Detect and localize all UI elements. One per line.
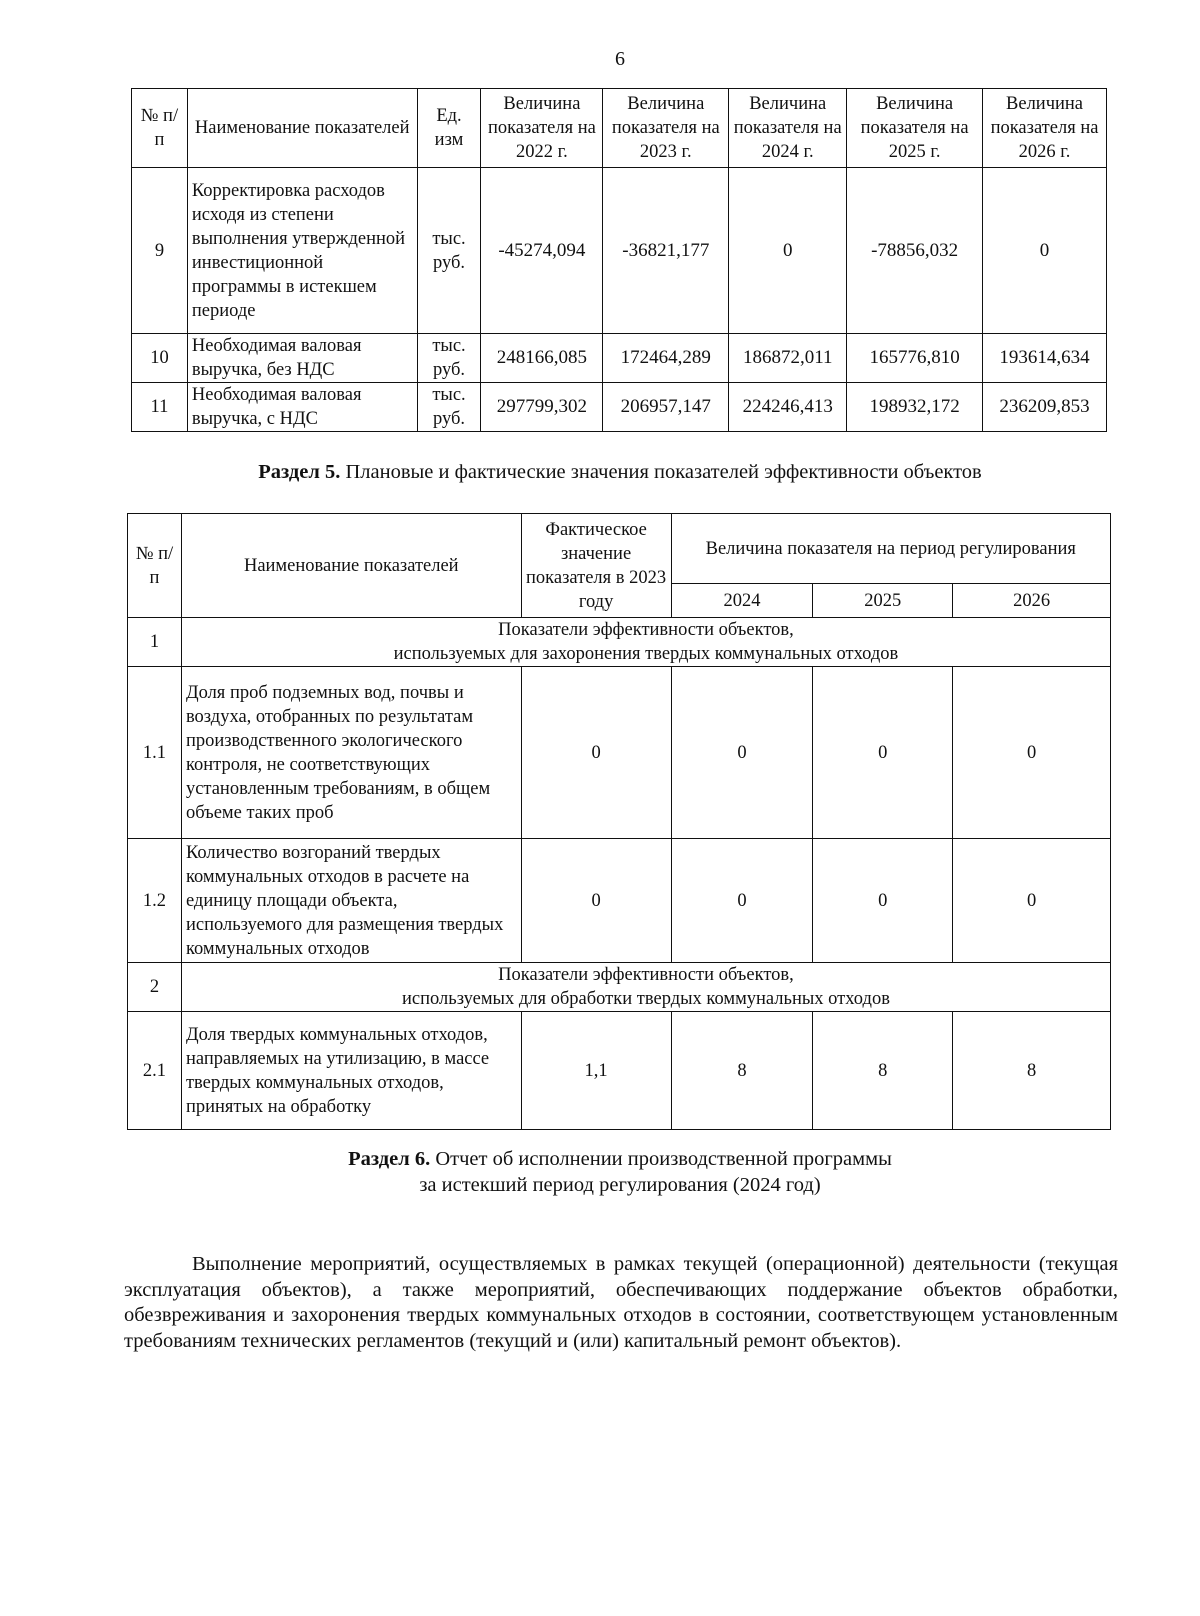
value-2024: 186872,011	[729, 334, 847, 383]
group-num: 2	[128, 963, 182, 1012]
row-num: 1.1	[128, 667, 182, 839]
row-name: Корректировка расходов исходя из степени выполнения утвержденной инвестиционной программы в истекшем периоде	[187, 168, 417, 334]
financial-indicators-table	[131, 88, 1107, 432]
value-2026: 0	[953, 839, 1111, 963]
header-2022: Величина показателя на 2022 г.	[481, 89, 603, 168]
value-2023: -36821,177	[603, 168, 729, 334]
group-row	[128, 963, 1111, 1012]
table-row	[132, 168, 1107, 334]
group-title-line: Показатели эффективности объектов,	[498, 620, 794, 640]
value-2025: 0	[813, 839, 953, 963]
section6-title-line2: за истекший период регулирования (2024 год)	[419, 1174, 821, 1196]
group-title	[181, 618, 1110, 667]
header-2026: Величина показателя на 2026 г.	[983, 89, 1107, 168]
value-2024: 224246,413	[729, 383, 847, 432]
header-num: № п/п	[132, 89, 188, 168]
value-2024: 0	[671, 667, 813, 839]
row-name: Количество возгораний твердых коммунальных отходов в расчете на единицу площади объекта, используемого для размещения твердых коммунальных отходов	[181, 839, 521, 963]
header-2024: 2024	[671, 584, 813, 618]
section5-title: Плановые и фактические значения показателей эффективности объектов	[345, 461, 982, 483]
header-name: Наименование показателей	[181, 514, 521, 618]
value-fact: 0	[521, 839, 671, 963]
value-2022: 297799,302	[481, 383, 603, 432]
row-name: Доля твердых коммунальных отходов, направляемых на утилизацию, в массе твердых коммунальных отходов, принятых на обработку	[181, 1012, 521, 1130]
group-title-line: используемых для захоронения твердых коммунальных отходов	[393, 644, 899, 664]
table-row	[128, 667, 1111, 839]
value-2022: 248166,085	[481, 334, 603, 383]
header-2026: 2026	[953, 584, 1111, 618]
value-2026: 0	[983, 168, 1107, 334]
table-header-row	[132, 89, 1107, 168]
header-2024: Величина показателя на 2024 г.	[729, 89, 847, 168]
value-2026: 236209,853	[983, 383, 1107, 432]
row-name: Необходимая валовая выручка, с НДС	[187, 383, 417, 432]
value-2025: 0	[813, 667, 953, 839]
value-2026: 8	[953, 1012, 1111, 1130]
section5-label: Раздел 5.	[258, 461, 341, 483]
section6-line1	[0, 1146, 1200, 1172]
header-period: Величина показателя на период регулирования	[671, 514, 1110, 584]
table-row	[128, 839, 1111, 963]
value-2025: -78856,032	[847, 168, 983, 334]
row-name: Необходимая валовая выручка, без НДС	[187, 334, 417, 383]
row-unit: тыс. руб.	[417, 383, 481, 432]
page-number: 6	[615, 48, 625, 70]
value-fact: 1,1	[521, 1012, 671, 1130]
value-2025: 165776,810	[847, 334, 983, 383]
section6-title-line1: Отчет об исполнении производственной программы	[435, 1148, 892, 1170]
header-2025: Величина показателя на 2025 г.	[847, 89, 983, 168]
group-num: 1	[128, 618, 182, 667]
table-row	[132, 334, 1107, 383]
value-2024: 8	[671, 1012, 813, 1130]
value-2026: 0	[953, 667, 1111, 839]
value-fact: 0	[521, 667, 671, 839]
header-2025: 2025	[813, 584, 953, 618]
row-num: 1.2	[128, 839, 182, 963]
group-row	[128, 618, 1111, 667]
header-2023: Величина показателя на 2023 г.	[603, 89, 729, 168]
row-num: 2.1	[128, 1012, 182, 1130]
value-2026: 193614,634	[983, 334, 1107, 383]
header-unit: Ед. изм	[417, 89, 481, 168]
header-name: Наименование показателей	[187, 89, 417, 168]
value-2024: 0	[671, 839, 813, 963]
value-2023: 206957,147	[603, 383, 729, 432]
section6-label: Раздел 6.	[348, 1148, 431, 1170]
table-row	[128, 1012, 1111, 1130]
header-fact: Фактическое значение показателя в 2023 году	[521, 514, 671, 618]
value-2024: 0	[729, 168, 847, 334]
table-header-row	[128, 514, 1111, 584]
efficiency-indicators-table	[127, 513, 1111, 1130]
row-unit: тыс. руб.	[417, 334, 481, 383]
row-num: 11	[132, 383, 188, 432]
header-num: № п/п	[128, 514, 182, 618]
value-2022: -45274,094	[481, 168, 603, 334]
value-2023: 172464,289	[603, 334, 729, 383]
row-name: Доля проб подземных вод, почвы и воздуха, отобранных по результатам производственного экологического контроля, не соответствующих установленным требованиям, в общем объеме таких проб	[181, 667, 521, 839]
row-num: 10	[132, 334, 188, 383]
row-unit: тыс. руб.	[417, 168, 481, 334]
section6-heading	[0, 1146, 1200, 1198]
group-title-line: используемых для обработки твердых коммунальных отходов	[402, 989, 890, 1009]
group-title	[181, 963, 1110, 1012]
row-num: 9	[132, 168, 188, 334]
value-2025: 198932,172	[847, 383, 983, 432]
body-paragraph: Выполнение мероприятий, осуществляемых в рамках текущей (операционной) деятельности (текущая эксплуатация объектов), а также мероприятий, обеспечивающих поддержание объектов обработки, обезвреживания и захоронения твердых коммунальных отходов в состоянии, соответствующем установленным требованиям технических регламентов (текущий и (или) капитальный ремонт объектов).	[124, 1253, 1118, 1352]
group-title-line: Показатели эффективности объектов,	[498, 965, 794, 985]
value-2025: 8	[813, 1012, 953, 1130]
section5-heading	[0, 459, 1200, 485]
table-row	[132, 383, 1107, 432]
